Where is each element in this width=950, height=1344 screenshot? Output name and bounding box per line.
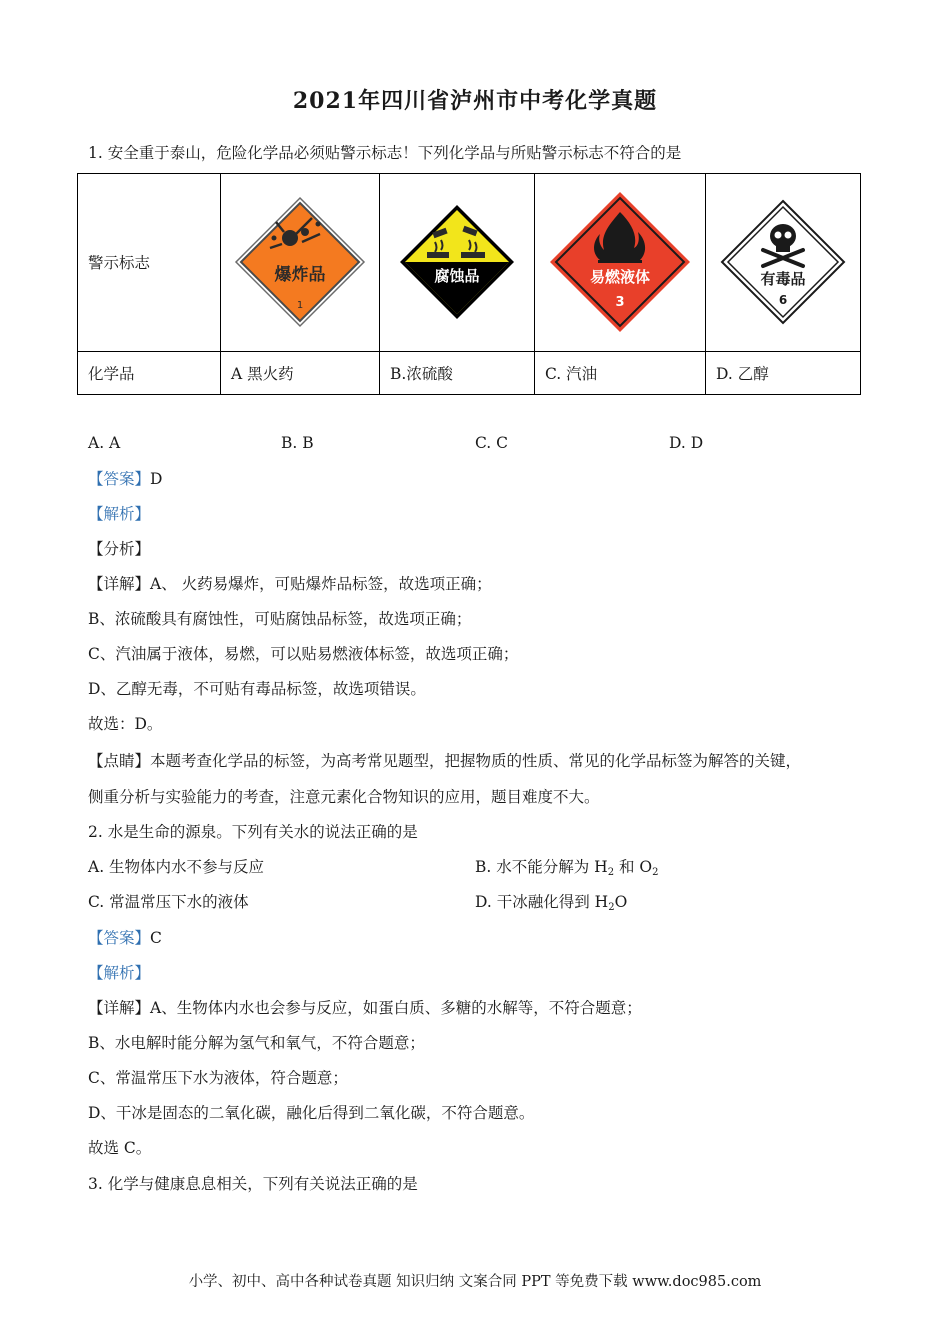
flame-icon bbox=[548, 190, 692, 334]
chemical-a: A 黑火药 bbox=[221, 351, 380, 394]
q1-comment-1: 【点睛】本题考查化学品的标签，为高考常见题型，把握物质的性质、常见的化学品标签为解答的关键， bbox=[88, 752, 802, 770]
q2-analysis-tag: 【解析】 bbox=[88, 964, 151, 982]
warning-sign-table bbox=[77, 173, 861, 395]
q3-stem: 3. 化学与健康息息相关，下列有关说法正确的是 bbox=[88, 1175, 418, 1193]
row-header-chemicals: 化学品 bbox=[78, 351, 221, 394]
q1-stem: 1. 安全重于泰山，危险化学品必须贴警示标志！下列化学品与所贴警示标志不符合的是 bbox=[88, 144, 682, 162]
svg-text:爆炸品: 爆炸品 bbox=[274, 265, 326, 286]
answer-value: D bbox=[150, 470, 163, 488]
svg-text:腐蚀品: 腐蚀品 bbox=[434, 267, 480, 286]
q1-detail-4: D、乙醇无毒，不可贴有毒品标签，故选项错误。 bbox=[88, 680, 426, 698]
page-title: 2021年四川省泸州市中考化学真题 bbox=[292, 88, 658, 114]
q2-stem: 2. 水是生命的源泉。下列有关水的说法正确的是 bbox=[88, 823, 418, 841]
q1-detail-3: C、汽油属于液体，易燃，可以贴易燃液体标签，故选项正确； bbox=[88, 645, 519, 663]
q1-answer bbox=[88, 469, 162, 489]
q2-detail-3: C、常温常压下水为液体，符合题意； bbox=[88, 1069, 348, 1087]
q2-option-c: C. 常温常压下水的液体 bbox=[88, 893, 249, 911]
q2-detail-2: B、水电解时能分解为氢气和氧气，不符合题意； bbox=[88, 1034, 425, 1052]
q2-detail-5: 故选 C。 bbox=[88, 1139, 152, 1157]
answer-tag: 【答案】 bbox=[88, 929, 151, 947]
svg-text:3: 3 bbox=[615, 295, 625, 311]
sign-explosive bbox=[221, 174, 380, 352]
sign-corrosive bbox=[380, 174, 535, 352]
q1-option-a: A. A bbox=[88, 434, 121, 452]
answer-value: C bbox=[150, 929, 162, 947]
sign-toxic bbox=[706, 174, 861, 352]
q1-detail-5: 故选：D。 bbox=[88, 715, 163, 733]
q1-analysis-tag: 【解析】 bbox=[88, 505, 151, 523]
skull-icon bbox=[719, 198, 847, 326]
sign-flammable-liquid bbox=[535, 174, 706, 352]
q2-detail-1: 【详解】A、生物体内水也会参与反应，如蛋白质、多糖的水解等，不符合题意； bbox=[88, 999, 642, 1017]
q1-fenxi: 【分析】 bbox=[88, 540, 151, 558]
q1-comment-2: 侧重分析与实验能力的考查，注意元素化合物知识的应用，题目难度不大。 bbox=[88, 788, 600, 806]
q2-answer bbox=[88, 928, 162, 948]
svg-text:易燃液体: 易燃液体 bbox=[589, 268, 651, 287]
chemical-d: D. 乙醇 bbox=[706, 351, 861, 394]
explosive-icon bbox=[232, 194, 368, 330]
q1-option-d: D. D bbox=[669, 434, 704, 452]
q1-detail-2: B、浓硫酸具有腐蚀性，可贴腐蚀品标签，故选项正确； bbox=[88, 610, 472, 628]
svg-text:有毒品: 有毒品 bbox=[760, 270, 806, 289]
svg-text:6: 6 bbox=[778, 293, 788, 308]
row-header-signs: 警示标志 bbox=[78, 174, 221, 352]
q1-option-b: B. B bbox=[281, 434, 314, 452]
page-footer: 小学、初中、高中各种试卷真题 知识归纳 文案合同 PPT 等免费下载 www.doc985.com bbox=[188, 1274, 762, 1290]
q1-detail-1: 【详解】A、 火药易爆炸，可贴爆炸品标签，故选项正确； bbox=[88, 575, 492, 593]
answer-tag: 【答案】 bbox=[88, 470, 151, 488]
q2-option-b: B. 水不能分解为 $H_2$ 和 $O_2$ bbox=[475, 858, 659, 878]
q1-option-c: C. C bbox=[475, 434, 509, 452]
corrosive-icon bbox=[397, 202, 517, 322]
chemical-c: C. 汽油 bbox=[535, 351, 706, 394]
chemical-b: B.浓硫酸 bbox=[380, 351, 535, 394]
svg-text:1: 1 bbox=[296, 300, 304, 312]
q2-option-a: A. 生物体内水不参与反应 bbox=[88, 858, 265, 876]
q2-detail-4: D、干冰是固态的二氧化碳，融化后得到二氧化碳，不符合题意。 bbox=[88, 1104, 535, 1122]
q2-option-d: D. 干冰融化得到 $H_2O$ bbox=[475, 893, 628, 913]
